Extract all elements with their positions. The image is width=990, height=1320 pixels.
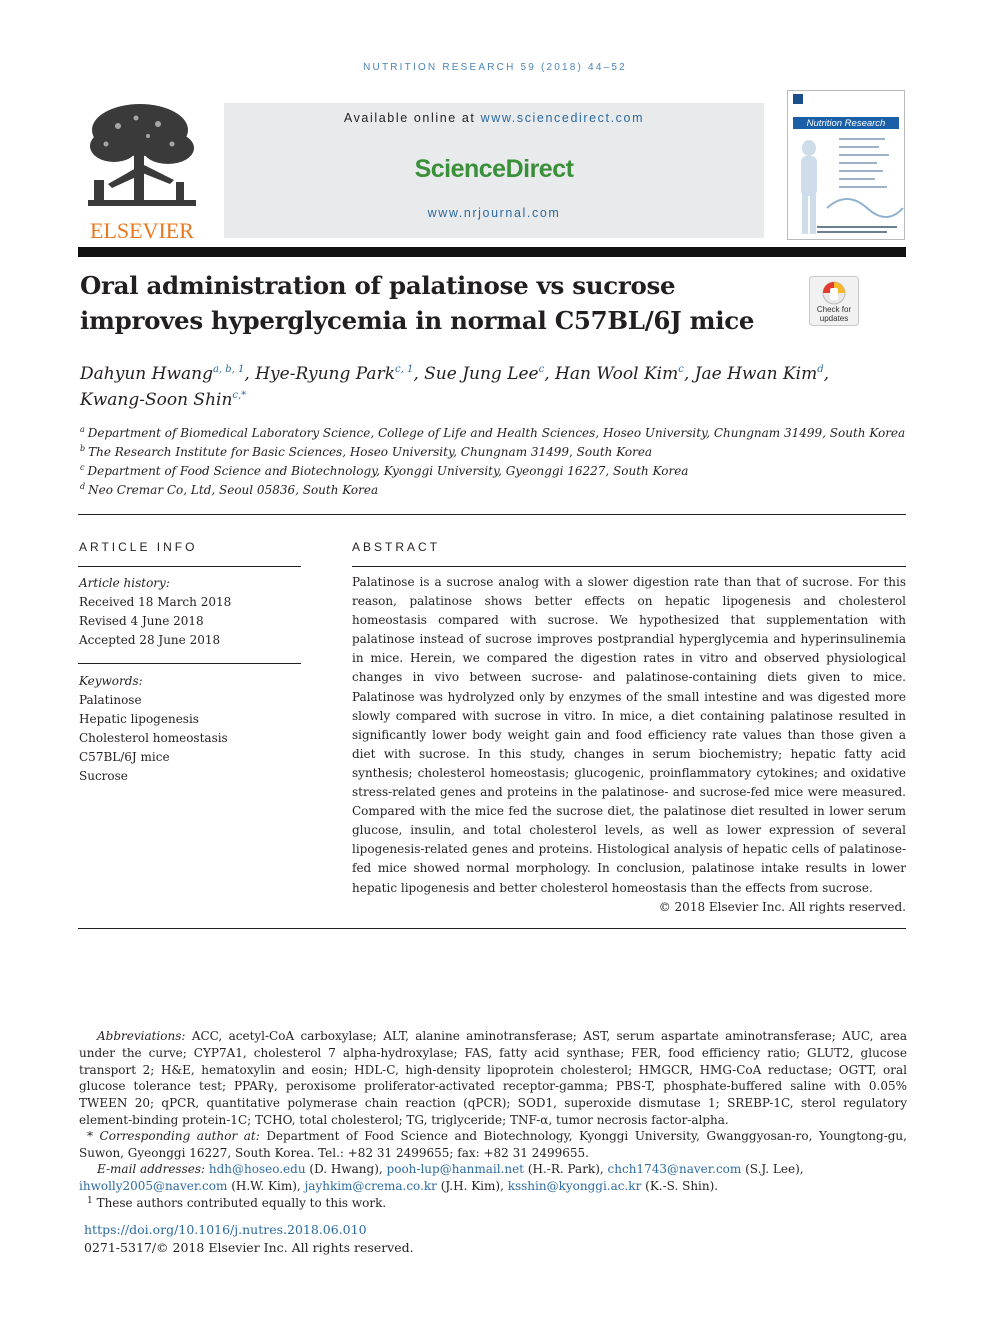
running-head: NUTRITION RESEARCH 59 (2018) 44–52 [363, 62, 627, 73]
check-updates-label: Check for updates [816, 305, 852, 323]
keyword[interactable]: Sucrose [79, 769, 128, 783]
accepted-date: Accepted 28 June 2018 [79, 633, 221, 647]
author-list: Dahyun Hwang$^{a, b, 1}$, Hye-Ryung Park$^{c, 1}$, Sue Jung Lee$^c$, Han Wool Kim$^c$, Jae Hwan Kim$^d$, Kwang-Soon Shin$^{c,*}$ [80, 364, 830, 410]
issn-line: 0271-5317/© 2018 Elsevier Inc. All rights reserved. [84, 1240, 414, 1255]
abstract-copyright: © 2018 Elsevier Inc. All rights reserved. [658, 900, 906, 914]
header-divider [78, 247, 906, 257]
email-footnote: E-mail addresses: hdh@hoseo.edu (D. Hwang), pooh-lup@hanmail.net (H.-R. Park), chch1743@naver.com (S.J. Lee), ihwolly2005@naver.com (H.W. Kim), jayhkim@crema.co.kr (J.H. Kim), ksshin@kyonggi.ac.kr (K.-S. Shin). [79, 1162, 804, 1193]
email-link[interactable]: jayhkim@crema.co.kr [304, 1178, 437, 1193]
keywords [79, 672, 228, 786]
article-title-line-2: improves hyperglycemia in normal C57BL/6J mice [80, 306, 755, 335]
affiliation-divider [78, 514, 906, 515]
elsevier-logo[interactable] [78, 98, 206, 243]
available-online [224, 111, 764, 125]
elsevier-tree-icon [78, 98, 206, 243]
equal-contribution-text: These authors contributed equally to this work. [96, 1196, 387, 1210]
corresponding-text: Department of Food Science and Biotechnology, Kyonggi University, Gwanggyosan-ro, Youngtong-gu, Suwon, Gyeonggi 16227, South Korea. Tel.: +82 31 2499655; fax: +82 31 2499655. [79, 1129, 907, 1160]
corresponding-label: Corresponding author at: [99, 1129, 260, 1143]
corresponding-author-footnote: * Corresponding author at: Department of Food Science and Biotechnology, Kyonggi University, Gwanggyosan-ro, Youngtong-gu, Suwon, Gyeonggi 16227, South Korea. Tel.: +82 31 2499655; fax: +82 31 2499655. [79, 1129, 907, 1160]
affiliation: $^d$ Neo Cremar Co, Ltd, Seoul 05836, South Korea [80, 482, 379, 497]
keyword[interactable]: Hepatic lipogenesis [79, 712, 199, 726]
abbreviations-footnote [79, 1028, 907, 1129]
article-title-line-1: Oral administration of palatinose vs sucrose [80, 271, 676, 300]
article-title [80, 268, 780, 338]
email-label: E-mail addresses: [97, 1162, 206, 1176]
keywords-divider [78, 663, 301, 664]
doi-link[interactable]: https://doi.org/10.1016/j.nutres.2018.06.010 [84, 1222, 367, 1237]
email-link[interactable]: hdh@hoseo.edu [208, 1162, 306, 1176]
keywords-label: Keywords: [79, 674, 143, 688]
keyword[interactable]: Palatinose [79, 693, 142, 707]
journal-banner [224, 103, 764, 238]
author[interactable]: Dahyun Hwang$^{a, b, 1}$ [80, 364, 245, 384]
sciencedirect-brand[interactable]: ScienceDirect [414, 155, 574, 183]
abbreviations-text: ACC, acetyl-CoA carboxylase; ALT, alanine aminotransferase; AST, serum aspartate aminotransferase; AUC, area under the curve; CYP7A1, cholesterol 7 alpha-hydroxylase; FAS, fatty acid synthase; FER, food efficiency ratio; GLUT2, glucose transport 2; H&E, hematoxylin and eosin; HDL-C, high-density lipoprotein cholesterol; HMGCR, HMG-CoA reductase; OGTT, oral glucose tolerance test; PPARγ, peroxisome proliferator-activated receptor-gamma; PBS-T, phosphate-buffered saline with 0.05% TWEEN 20; qPCR, quantitative polymerase chain reaction (qPCR); SOD1, superoxide dismutase 1; SREBP-1C, sterol regulatory element-binding protein-1C; TCHO, total cholesterol; TG, triglyceride; TNF-α, tumor necrosis factor-alpha. [79, 1029, 907, 1127]
author[interactable]: Han Wool Kim$^c$ [555, 364, 684, 384]
author[interactable]: Hye-Ryung Park$^{c, 1}$ [255, 364, 414, 384]
abstract-heading: ABSTRACT [352, 540, 441, 554]
svg-text:Nutrition Research: Nutrition Research [806, 118, 886, 129]
email-link[interactable]: ihwolly2005@naver.com [79, 1178, 228, 1193]
journal-cover-image-icon [787, 90, 905, 240]
history-label: Article history: [79, 576, 170, 590]
abstract-bottom-divider [78, 928, 906, 929]
svg-text:ELSEVIER: ELSEVIER [90, 218, 194, 243]
received-date: Received 18 March 2018 [79, 595, 232, 609]
keyword[interactable]: Cholesterol homeostasis [79, 731, 228, 745]
keyword[interactable]: C57BL/6J mice [79, 750, 170, 764]
abbreviations-label: Abbreviations: [97, 1029, 186, 1043]
abstract-divider [352, 566, 906, 567]
author[interactable]: Kwang-Soon Shin$^{c,*}$ [80, 390, 247, 410]
journal-cover[interactable] [787, 90, 905, 240]
revised-date: Revised 4 June 2018 [79, 614, 204, 628]
abstract-text: Palatinose is a sucrose analog with a slower digestion rate than that of sucrose. For this reason, palatinose shows better effects on hepatic lipogenesis and cholesterol homeostasis compared with sucrose. We hypothesized that supplementation with palatinose instead of sucrose improves postprandial hyperglycemia and hyperinsulinemia in mice. Herein, we compared the digestion rates in vitro and observed physiological changes in vivo between sucrose- and palatinose-containing diets given to mice. Palatinose was hydrolyzed only by enzymes of the small intestine and was digested more slowly compared with sucrose in vitro. In mice, a diet containing palatinose resulted in significantly lower body weight gain and food efficiency rate values than those given a diet with sucrose. In this study, changes in serum biochemistry; hepatic fatty acid synthesis; cholesterol homeostasis; glucogenic, proinflammatory cytokines; and oxidative stress-related genes and proteins in the palatinose- and sucrose-fed mice were measured. Compared with the mice fed the sucrose diet, the palatinose diet resulted in lower serum glucose, insulin, and total cholesterol levels, as well as lower expression of several lipogenesis-related genes and proteins. Histological analysis of hepatic cells of palatinose-fed mice showed normal morphology. In conclusion, palatinose intake results in lower hepatic lipogenesis and better cholesterol homeostasis than the effects from sucrose. [352, 575, 906, 895]
email-link[interactable]: ksshin@kyonggi.ac.kr [507, 1178, 642, 1193]
journal-url-link[interactable]: www.nrjournal.com [427, 206, 561, 220]
affiliation: $^a$ Department of Biomedical Laboratory Science, College of Life and Health Sciences, Hoseo University, Chungnam 31499, South Korea [80, 425, 906, 440]
author[interactable]: Jae Hwan Kim$^d$ [694, 364, 824, 384]
email-link[interactable]: chch1743@naver.com [607, 1162, 742, 1176]
check-for-updates-button[interactable] [809, 276, 859, 326]
article-history [79, 574, 231, 650]
article-info-divider [78, 566, 301, 567]
article-info-heading: ARTICLE INFO [79, 540, 198, 554]
email-link[interactable]: pooh-lup@hanmail.net [386, 1162, 524, 1176]
sciencedirect-link[interactable]: www.sciencedirect.com [480, 111, 645, 125]
author[interactable]: Sue Jung Lee$^c$ [424, 364, 545, 384]
affiliation: $^b$ The Research Institute for Basic Sciences, Hoseo University, Chungnam 31499, South Korea [80, 444, 653, 459]
affiliation: $^c$ Department of Food Science and Biotechnology, Kyonggi University, Gyeonggi 16227, South Korea [80, 463, 689, 478]
equal-contribution-footnote: $^1$ These authors contributed equally to this work. [87, 1196, 387, 1210]
available-prefix: Available online at [343, 111, 476, 125]
